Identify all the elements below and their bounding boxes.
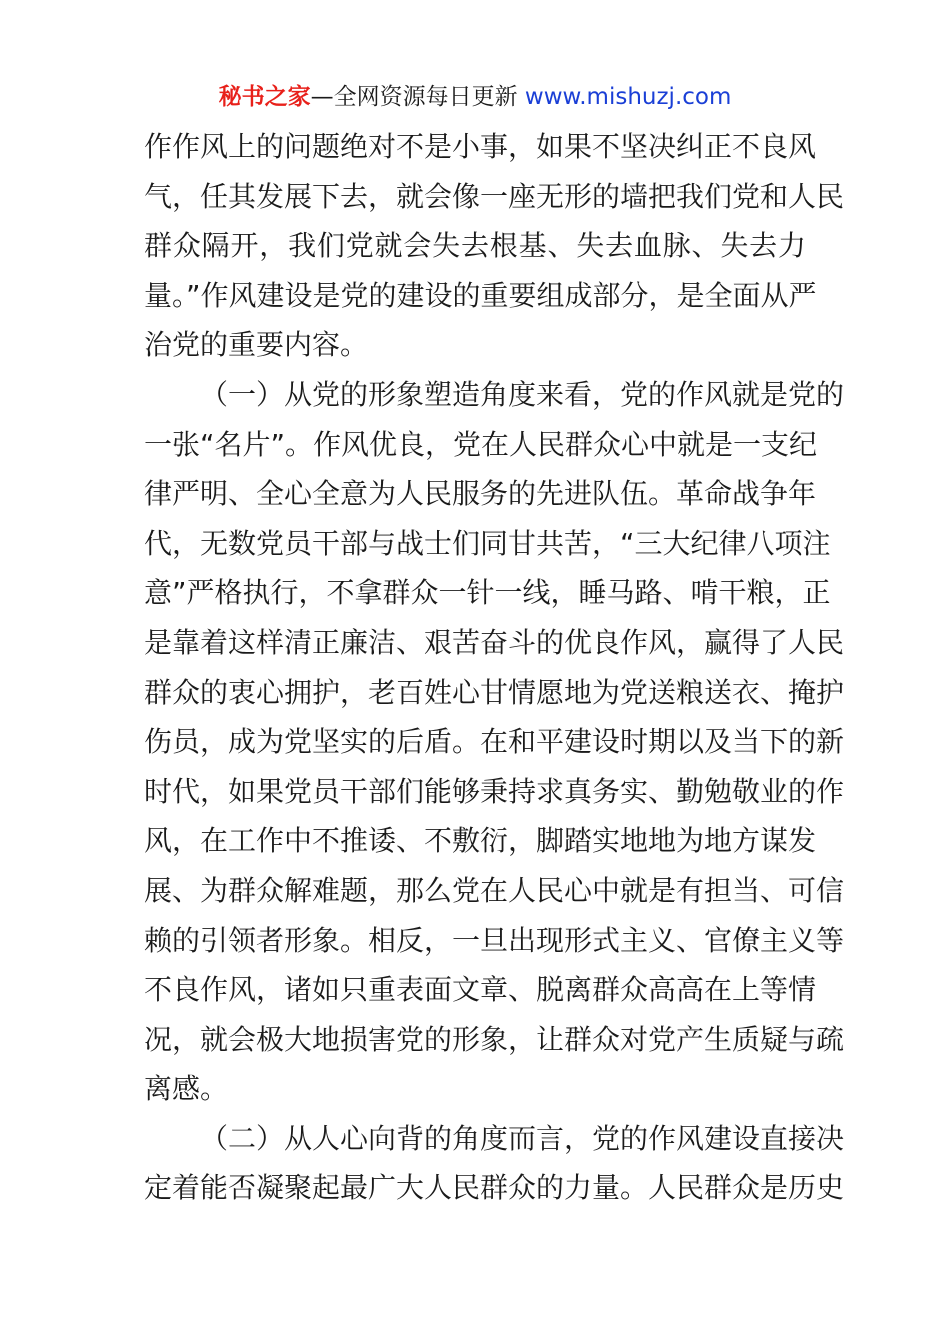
text-line: 作作风上的问题绝对不是小事，如果不坚决纠正不良风 bbox=[144, 130, 817, 163]
text-line: 一张“名片”。作风优良，党在人民群众心中就是一支纪 bbox=[144, 427, 818, 461]
text-line: 赖的引领者形象。相反，一旦出现形式主义、官僚主义等 bbox=[144, 923, 845, 957]
text-line: 况，就会极大地损害党的形象，让群众对党产生质疑与疏 bbox=[144, 1022, 845, 1056]
text-line: 群众隔开，我们党就会失去根基、失去血脉、失去力 bbox=[144, 229, 806, 263]
text-line: 意”严格执行，不拿群众一针一线，睡马路、啃干粮，正 bbox=[144, 576, 831, 610]
text-line: 量。”作风建设是党的建设的重要组成部分，是全面从严 bbox=[144, 278, 817, 312]
text-line: 律严明、全心全意为人民服务的先进队伍。革命战争年 bbox=[144, 477, 817, 511]
text-line: （一）从党的形象塑造角度来看，党的作风就是党的 bbox=[200, 377, 845, 411]
text-line: 群众的衷心拥护，老百姓心甘情愿地为党送粮送衣、掩护 bbox=[144, 675, 845, 709]
header-brand: 秘书之家 bbox=[218, 84, 311, 110]
text-line: 不良作风，诸如只重表面文章、脱离群众高高在上等情 bbox=[144, 973, 817, 1007]
header-site-url[interactable]: www.mishuzj.com bbox=[524, 84, 732, 110]
page-header bbox=[0, 80, 950, 114]
text-line: （二）从人心向背的角度而言，党的作风建设直接决 bbox=[200, 1121, 845, 1155]
text-line: 治党的重要内容。 bbox=[144, 328, 369, 362]
text-line: 风，在工作中不推诿、不敷衍，脚踏实地地为地方谋发 bbox=[144, 824, 817, 858]
text-line: 是靠着这样清正廉洁、艰苦奋斗的优良作风，赢得了人民 bbox=[144, 625, 845, 659]
text-line: 展、为群众解难题，那么党在人民心中就是有担当、可信 bbox=[144, 873, 845, 907]
header-slogan: —全网资源每日更新 bbox=[310, 84, 525, 110]
text-line: 伤员，成为党坚实的后盾。在和平建设时期以及当下的新 bbox=[144, 725, 845, 759]
text-line: 定着能否凝聚起最广大人民群众的力量。人民群众是历史 bbox=[144, 1171, 845, 1205]
text-line: 代，无数党员干部与战士们同甘共苦，“三大纪律八项注 bbox=[144, 526, 831, 560]
text-line: 离感。 bbox=[144, 1072, 229, 1106]
text-line: 时代，如果党员干部们能够秉持求真务实、勤勉敬业的作 bbox=[144, 774, 845, 808]
text-line: 气，任其发展下去，就会像一座无形的墙把我们党和人民 bbox=[144, 179, 845, 213]
document-body bbox=[144, 122, 845, 1213]
